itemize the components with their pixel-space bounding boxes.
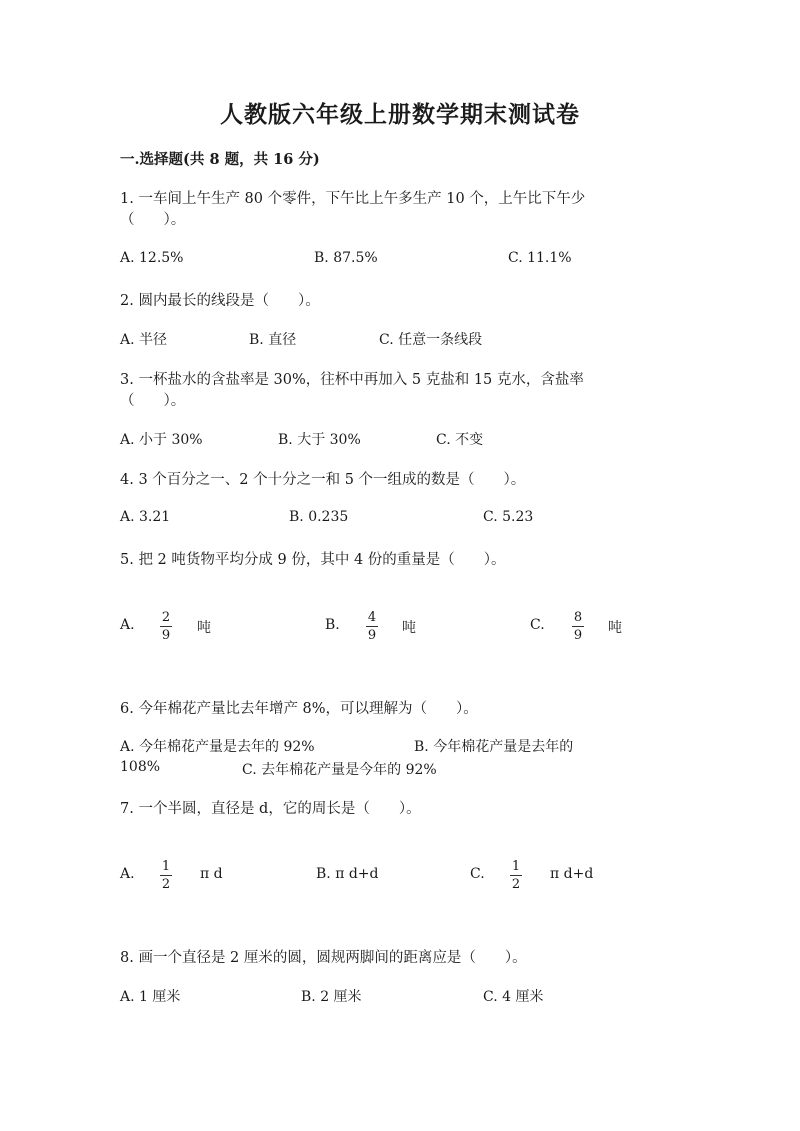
question-4-option-c[interactable]: C. 5.23: [483, 509, 534, 525]
question-7-option-a[interactable]: A.: [120, 866, 135, 882]
question-5-option-c[interactable]: C.: [530, 617, 545, 633]
question-3-stem-cont: （ ）。: [120, 393, 186, 409]
fraction-1-2: [510, 859, 522, 892]
fraction-bar: [572, 626, 584, 627]
fraction-4-9: [366, 610, 378, 643]
denominator: 9: [573, 628, 583, 643]
question-1-stem: 1. 一车间上午生产 80 个零件，下午比上午多生产 10 个，上午比下午少: [120, 191, 586, 207]
section-heading: 一.选择题(共 8 题，共 16 分): [120, 151, 320, 168]
question-8-stem: 8. 画一个直径是 2 厘米的圆，圆规两脚间的距离应是（ ）。: [120, 950, 527, 966]
question-1-stem-cont: （ ）。: [120, 212, 186, 228]
question-4-stem: 4. 3 个百分之一、2 个十分之一和 5 个一组成的数是（ ）。: [120, 472, 526, 488]
question-5-option-a[interactable]: A.: [120, 617, 135, 633]
question-1-option-c[interactable]: C. 11.1%: [508, 250, 572, 266]
question-3-stem: 3. 一杯盐水的含盐率是 30%，往杯中再加入 5 克盐和 15 克水，含盐率: [120, 372, 584, 388]
question-5-stem: 5. 把 2 吨货物平均分成 9 份，其中 4 份的重量是（ ）。: [120, 552, 506, 568]
numerator: 4: [367, 610, 377, 625]
pi-d-label: π d: [200, 866, 223, 882]
fraction-1-2: [160, 859, 172, 892]
question-6-option-b-cont: 108%: [120, 759, 161, 775]
numerator: 1: [161, 859, 171, 874]
question-5-option-b[interactable]: B.: [325, 617, 340, 633]
unit-label: 吨: [608, 620, 622, 636]
question-3-option-b[interactable]: B. 大于 30%: [278, 432, 361, 448]
denominator: 2: [161, 877, 171, 892]
denominator: 2: [511, 877, 521, 892]
question-1-option-a[interactable]: A. 12.5%: [120, 250, 184, 266]
fraction-bar: [366, 626, 378, 627]
fraction-bar: [160, 626, 172, 627]
question-8-option-a[interactable]: A. 1 厘米: [120, 989, 181, 1005]
page-title: 人教版六年级上册数学期末测试卷: [220, 101, 580, 128]
question-8-option-b[interactable]: B. 2 厘米: [301, 989, 362, 1005]
question-8-option-c[interactable]: C. 4 厘米: [483, 989, 544, 1005]
question-6-option-a[interactable]: A. 今年棉花产量是去年的 92%: [120, 739, 315, 755]
question-6-option-c[interactable]: C. 去年棉花产量是今年的 92%: [242, 762, 437, 778]
question-4-option-b[interactable]: B. 0.235: [289, 509, 349, 525]
question-3-option-a[interactable]: A. 小于 30%: [120, 432, 203, 448]
question-6-stem: 6. 今年棉花产量比去年增产 8%，可以理解为（ ）。: [120, 701, 478, 717]
question-7-stem: 7. 一个半圆，直径是 d，它的周长是（ ）。: [120, 801, 421, 817]
numerator: 8: [573, 610, 583, 625]
fraction-bar: [160, 875, 172, 876]
question-2-option-c[interactable]: C. 任意一条线段: [379, 332, 483, 348]
unit-label: 吨: [402, 620, 416, 636]
unit-label: 吨: [197, 620, 211, 636]
fraction-8-9: [572, 610, 584, 643]
fraction-bar: [510, 875, 522, 876]
question-7-option-b[interactable]: B. π d+d: [316, 866, 379, 882]
question-2-stem: 2. 圆内最长的线段是（ ）。: [120, 293, 320, 309]
question-6-option-b[interactable]: B. 今年棉花产量是去年的: [414, 739, 574, 755]
numerator: 1: [511, 859, 521, 874]
question-3-option-c[interactable]: C. 不变: [436, 432, 484, 448]
denominator: 9: [367, 628, 377, 643]
question-4-option-a[interactable]: A. 3.21: [120, 509, 171, 525]
question-2-option-a[interactable]: A. 半径: [120, 332, 168, 348]
question-1-option-b[interactable]: B. 87.5%: [314, 250, 378, 266]
question-7-option-c[interactable]: C.: [470, 866, 485, 882]
pi-d-plus-d-label: π d+d: [550, 866, 594, 882]
numerator: 2: [161, 610, 171, 625]
question-2-option-b[interactable]: B. 直径: [249, 332, 297, 348]
denominator: 9: [161, 628, 171, 643]
fraction-2-9: [160, 610, 172, 643]
